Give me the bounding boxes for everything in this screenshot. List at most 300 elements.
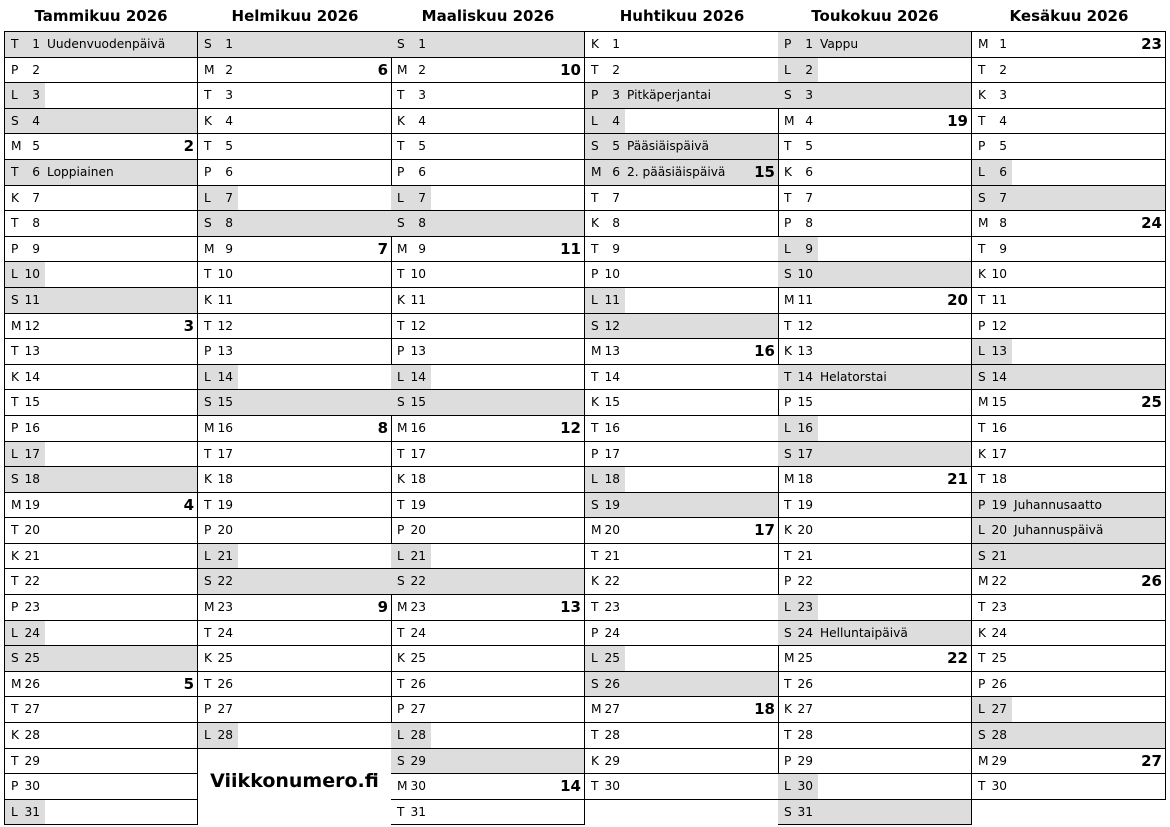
day-number: 13 [991,344,1007,359]
day-row [391,32,585,58]
month-column [585,0,779,800]
day-number: 14 [24,369,40,384]
weekday-abbr: P [204,702,212,717]
weekday-abbr: S [591,139,599,154]
day-number: 13 [604,344,620,359]
day-row [585,442,779,468]
day-number: 26 [797,676,813,691]
day-number: 28 [217,728,233,743]
weekday-abbr: S [397,395,405,410]
day-row [4,595,198,621]
holiday-name: 2. pääsiäispäivä [627,164,726,179]
day-row [778,467,972,493]
weekday-abbr: K [204,651,212,666]
day-row [391,211,585,237]
weekday-abbr: S [591,497,599,512]
day-number: 25 [797,651,813,666]
day-number: 5 [32,139,40,154]
day-row [585,544,779,570]
day-number: 18 [217,472,233,487]
day-row [972,544,1166,570]
day-number: 30 [797,779,813,794]
day-row [4,442,198,468]
day-row [778,442,972,468]
day-number: 20 [410,523,426,538]
weekday-abbr: T [11,395,19,410]
day-row [585,672,779,698]
day-number: 10 [991,267,1007,282]
day-number: 28 [410,728,426,743]
day-row [972,58,1166,84]
day-number: 15 [410,395,426,410]
day-number: 20 [604,523,620,538]
day-number: 6 [32,164,40,179]
month-title: Helmikuu 2026 [231,7,359,25]
weekday-abbr: T [591,241,599,256]
day-row [972,134,1166,160]
day-number: 1 [805,37,813,51]
weekday-abbr: T [11,574,19,589]
day-number: 27 [604,702,620,717]
day-number: 13 [24,344,40,359]
month-column [778,0,972,825]
day-number: 12 [410,318,426,333]
weekday-abbr: T [784,190,792,205]
day-number: 12 [217,318,233,333]
day-number: 1 [418,37,426,51]
weekday-abbr: S [204,395,212,410]
weekday-abbr: S [784,88,792,103]
day-row [4,416,198,442]
day-row [585,493,779,519]
day-number: 15 [797,395,813,410]
day-row [4,262,198,288]
day-number: 11 [410,292,426,307]
day-number: 13 [217,344,233,359]
day-number: 22 [217,574,233,589]
weekday-abbr: L [978,702,985,717]
day-number: 9 [999,241,1007,256]
day-row [4,109,198,135]
day-number: 7 [225,190,233,205]
weekday-abbr: S [591,676,599,691]
weekday-abbr: T [397,139,405,154]
weekday-abbr: M [784,113,795,128]
weekday-abbr: T [591,62,599,77]
weekday-abbr: P [591,625,599,640]
day-row [972,697,1166,723]
weekday-abbr: S [784,625,792,640]
day-row [778,800,972,826]
day-row [198,314,392,340]
weekday-abbr: M [591,344,602,359]
day-row [198,134,392,160]
day-row [972,723,1166,749]
weekday-abbr: M [591,702,602,717]
day-row [4,723,198,749]
day-row [391,160,585,186]
weekday-abbr: T [397,88,405,103]
weekday-abbr: L [591,651,598,666]
day-list [778,31,972,825]
weekday-abbr: K [978,88,986,103]
day-number: 23 [604,600,620,615]
weekday-abbr: T [397,676,405,691]
day-number: 2 [225,62,233,77]
day-row [778,493,972,519]
day-row [198,569,392,595]
day-number: 8 [32,216,40,231]
day-row [972,288,1166,314]
day-number: 5 [999,139,1007,154]
day-number: 4 [805,113,813,128]
week-number: 13 [560,598,581,617]
weekday-abbr: T [784,318,792,333]
day-number: 19 [797,497,813,512]
day-number: 25 [991,651,1007,666]
day-row [585,237,779,263]
day-row [972,32,1166,58]
day-number: 8 [225,216,233,231]
day-number: 1 [225,37,233,51]
day-number: 21 [604,548,620,563]
day-number: 19 [410,497,426,512]
weekday-abbr: L [591,292,598,307]
day-number: 16 [991,420,1007,435]
weekday-abbr: T [204,625,212,640]
week-number: 12 [560,418,581,437]
day-number: 17 [217,446,233,461]
weekday-abbr: M [204,241,215,256]
day-number: 12 [991,318,1007,333]
weekday-abbr: K [591,753,599,768]
weekday-abbr: K [397,292,405,307]
day-number: 8 [999,216,1007,231]
weekday-abbr: S [784,267,792,282]
day-row [391,442,585,468]
day-number: 23 [797,600,813,615]
day-row [198,262,392,288]
day-row [198,237,392,263]
holiday-name: Pääsiäispäivä [627,139,709,154]
day-row [4,390,198,416]
day-number: 6 [999,164,1007,179]
day-row [972,467,1166,493]
day-row [972,314,1166,340]
day-row [198,595,392,621]
day-number: 21 [797,548,813,563]
day-number: 21 [991,548,1007,563]
day-row [4,83,198,109]
weekday-abbr: S [204,574,212,589]
day-number: 24 [410,625,426,640]
weekday-abbr: K [784,164,792,179]
day-row [778,365,972,391]
day-row [585,569,779,595]
day-row [972,109,1166,135]
day-number: 13 [797,344,813,359]
day-row [972,186,1166,212]
day-row [585,339,779,365]
day-list [972,31,1166,800]
day-number: 10 [410,267,426,282]
weekday-abbr: P [978,318,986,333]
day-row [778,339,972,365]
day-row [198,416,392,442]
weekday-abbr: T [591,548,599,563]
day-number: 10 [24,267,40,282]
day-number: 3 [805,88,813,103]
weekday-abbr: T [397,625,405,640]
day-number: 27 [24,702,40,717]
day-number: 8 [805,216,813,231]
weekday-abbr: T [591,779,599,794]
week-number: 24 [1141,214,1162,233]
weekday-abbr: P [11,420,19,435]
day-number: 15 [24,395,40,410]
day-number: 16 [24,420,40,435]
day-row [198,83,392,109]
week-number: 23 [1141,35,1162,53]
day-row [391,774,585,800]
weekday-abbr: T [978,62,986,77]
day-row [778,58,972,84]
day-row [391,467,585,493]
weekday-abbr: L [784,420,791,435]
weekday-abbr: T [591,369,599,384]
weekday-abbr: L [784,62,791,77]
day-number: 4 [418,113,426,128]
weekday-abbr: T [11,753,19,768]
weekday-abbr: L [784,779,791,794]
day-row [778,134,972,160]
day-number: 1 [32,37,40,51]
weekday-abbr: L [397,548,404,563]
day-number: 17 [24,446,40,461]
day-number: 26 [217,676,233,691]
day-row [391,83,585,109]
day-number: 1 [999,37,1007,51]
weekday-abbr: T [591,190,599,205]
day-row [585,314,779,340]
day-number: 2 [805,62,813,77]
day-row [198,32,392,58]
day-number: 23 [24,600,40,615]
weekday-abbr: K [204,113,212,128]
day-row [391,800,585,826]
weekday-abbr: M [11,676,22,691]
weekday-abbr: T [784,676,792,691]
weekday-abbr: M [978,753,989,768]
weekday-abbr: M [591,164,602,179]
day-row [778,32,972,58]
day-number: 4 [32,113,40,128]
weekday-abbr: T [11,216,19,231]
day-number: 7 [612,190,620,205]
day-row [972,416,1166,442]
day-number: 20 [797,523,813,538]
day-number: 26 [604,676,620,691]
weekday-abbr: M [11,318,22,333]
weekday-abbr: M [397,420,408,435]
day-row [391,262,585,288]
weekday-abbr: P [978,676,986,691]
day-number: 14 [410,369,426,384]
day-row [4,211,198,237]
day-row [778,672,972,698]
day-row [972,211,1166,237]
day-number: 3 [612,88,620,103]
weekday-abbr: S [397,753,405,768]
week-number: 8 [377,418,388,437]
weekday-abbr: K [11,190,19,205]
weekday-abbr: T [978,600,986,615]
day-row [391,288,585,314]
weekday-abbr: T [591,420,599,435]
day-row [585,109,779,135]
weekday-abbr: K [11,728,19,743]
day-number: 25 [24,651,40,666]
weekday-abbr: L [591,472,598,487]
day-number: 24 [217,625,233,640]
day-row [585,518,779,544]
day-number: 24 [24,625,40,640]
day-number: 27 [410,702,426,717]
day-row [391,621,585,647]
day-row [4,32,198,58]
day-number: 23 [991,600,1007,615]
day-row [778,314,972,340]
weekday-abbr: P [397,344,405,359]
day-row [778,186,972,212]
day-number: 6 [805,164,813,179]
weekday-abbr: T [784,728,792,743]
day-row [585,390,779,416]
day-number: 7 [418,190,426,205]
day-row [4,339,198,365]
day-number: 29 [991,753,1007,768]
weekday-abbr: L [397,728,404,743]
weekday-abbr: L [11,88,18,103]
day-row [198,672,392,698]
day-number: 12 [604,318,620,333]
day-number: 1 [612,37,620,51]
day-number: 7 [32,190,40,205]
day-number: 31 [410,804,426,819]
day-list [585,31,779,800]
day-number: 22 [991,574,1007,589]
weekday-abbr: P [784,216,792,231]
weekday-abbr: M [11,497,22,512]
day-row [585,467,779,493]
weekday-abbr: T [591,600,599,615]
weekday-abbr: M [397,62,408,77]
day-number: 11 [217,292,233,307]
day-row [198,493,392,519]
weekday-abbr: L [204,728,211,743]
day-number: 29 [604,753,620,768]
day-number: 3 [418,88,426,103]
day-row [4,749,198,775]
week-number: 10 [560,60,581,79]
day-row [391,314,585,340]
weekday-abbr: T [11,344,19,359]
day-number: 18 [991,472,1007,487]
weekday-abbr: P [397,523,405,538]
day-row [778,569,972,595]
weekday-abbr: S [204,37,212,51]
day-row [391,186,585,212]
day-row [4,544,198,570]
weekday-abbr: P [591,88,599,103]
day-number: 9 [612,241,620,256]
day-row [972,442,1166,468]
week-number: 6 [377,60,388,79]
day-row [198,160,392,186]
day-row [4,646,198,672]
day-row [198,211,392,237]
week-number: 15 [754,162,775,181]
day-row [4,774,198,800]
weekday-abbr: K [784,344,792,359]
weekday-abbr: K [591,216,599,231]
day-row [585,58,779,84]
day-row [198,723,392,749]
day-row [198,467,392,493]
day-row [4,493,198,519]
day-number: 4 [612,113,620,128]
day-row [198,58,392,84]
day-row [778,288,972,314]
day-number: 29 [797,753,813,768]
day-row [778,646,972,672]
day-row [585,749,779,775]
day-row [391,569,585,595]
day-row [198,621,392,647]
day-row [585,774,779,800]
weekday-abbr: P [978,497,986,512]
holiday-name: Uudenvuodenpäivä [47,37,166,51]
day-row [778,697,972,723]
weekday-abbr: M [204,62,215,77]
day-row [778,83,972,109]
site-brand: Viikkonumero.fi [210,770,379,792]
day-number: 10 [217,267,233,282]
day-row [4,569,198,595]
week-number: 18 [754,700,775,719]
day-row [585,365,779,391]
day-row [972,518,1166,544]
weekday-abbr: L [11,267,18,282]
day-number: 14 [604,369,620,384]
day-row [4,160,198,186]
weekday-abbr: M [978,395,989,410]
weekday-abbr: S [204,216,212,231]
day-number: 23 [217,600,233,615]
day-number: 9 [418,241,426,256]
holiday-name: Loppiainen [47,164,114,179]
day-row [4,288,198,314]
weekday-abbr: K [591,395,599,410]
day-row [585,288,779,314]
day-row [585,723,779,749]
holiday-name: Helluntaipäivä [820,625,908,640]
weekday-abbr: P [397,164,405,179]
day-number: 30 [24,779,40,794]
day-row [585,416,779,442]
day-row [778,160,972,186]
weekday-abbr: P [784,574,792,589]
